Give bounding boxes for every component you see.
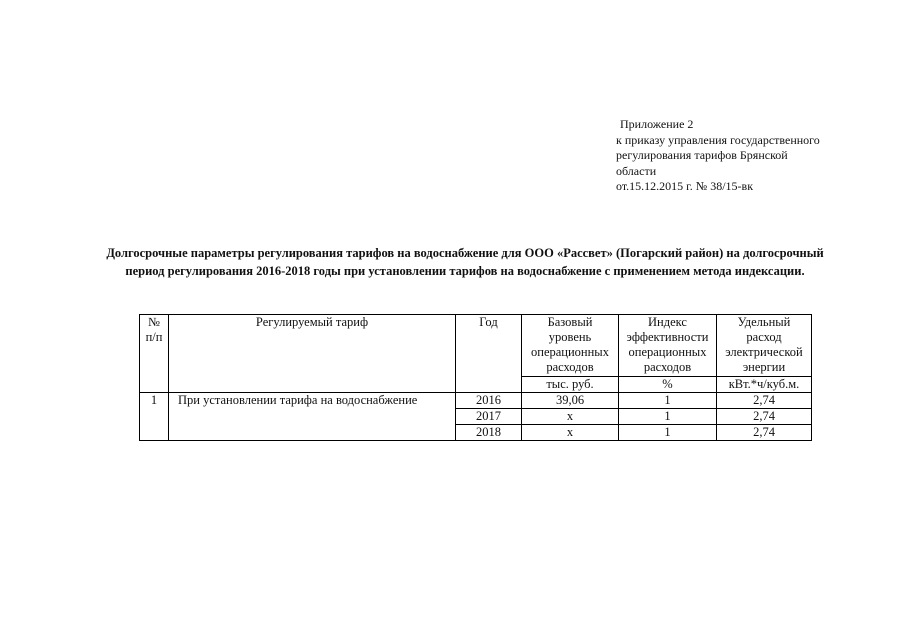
cell-year: 2017: [456, 409, 522, 425]
header-num-line: п/п: [145, 330, 163, 344]
header-index-line: эффективности: [626, 330, 709, 344]
header-base-line: уровень: [548, 330, 592, 344]
cell-index: 1: [619, 409, 717, 425]
appendix-line: области: [616, 163, 657, 178]
cell-year: 2016: [456, 393, 522, 409]
title-line-1: Долгосрочные параметры регулирования тарифов на водоснабжение для ООО «Рассвет» (Погарский район) на долгосрочный: [106, 246, 824, 260]
cell-energy: 2,74: [717, 409, 812, 425]
header-energy-line: Удельный: [737, 315, 791, 329]
cell-energy: 2,74: [717, 393, 812, 409]
cell-num: 1: [140, 393, 169, 441]
cell-energy: 2,74: [717, 425, 812, 441]
header-base-level: [522, 315, 619, 377]
document-title: [40, 244, 890, 280]
header-tariff: Регулируемый тариф: [169, 315, 456, 393]
appendix-line: к приказу управления государственного: [616, 132, 820, 147]
header-index-line: операционных: [628, 345, 707, 359]
header-base-line: Базовый: [547, 315, 593, 329]
header-index-line: расходов: [643, 360, 692, 374]
appendix-line: регулирования тарифов Брянской: [616, 148, 788, 162]
cell-tariff: При установлении тарифа на водоснабжение: [169, 393, 456, 441]
parameters-table: [139, 314, 812, 441]
unit-base: тыс. руб.: [522, 377, 619, 393]
cell-index: 1: [619, 393, 717, 409]
header-index-line: Индекс: [648, 315, 687, 329]
header-num-line: №: [148, 315, 160, 329]
header-base-line: расходов: [546, 360, 594, 374]
header-energy-line: энергии: [742, 360, 786, 374]
cell-base: 39,06: [522, 393, 619, 409]
table-header-row: [140, 315, 812, 377]
cell-index: 1: [619, 425, 717, 441]
header-year: Год: [456, 315, 522, 393]
header-base-line: операционных: [531, 345, 609, 359]
unit-energy: кВт.*ч/куб.м.: [717, 377, 812, 393]
appendix-line: Приложение 2: [620, 117, 694, 131]
header-num: [140, 315, 169, 393]
cell-year: 2018: [456, 425, 522, 441]
unit-index: %: [619, 377, 717, 393]
title-line-2: период регулирования 2016-2018 годы при установлении тарифов на водоснабжение с применением метода индексации.: [125, 264, 805, 278]
header-energy-line: электрической: [725, 345, 803, 359]
cell-base: х: [522, 409, 619, 425]
header-energy-line: расход: [746, 330, 782, 344]
header-efficiency-index: [619, 315, 717, 377]
header-energy: [717, 315, 812, 377]
appendix-line: от.15.12.2015 г. № 38/15-вк: [616, 179, 754, 193]
table-row: [140, 393, 812, 409]
cell-base: х: [522, 425, 619, 441]
appendix-block: [616, 117, 820, 195]
